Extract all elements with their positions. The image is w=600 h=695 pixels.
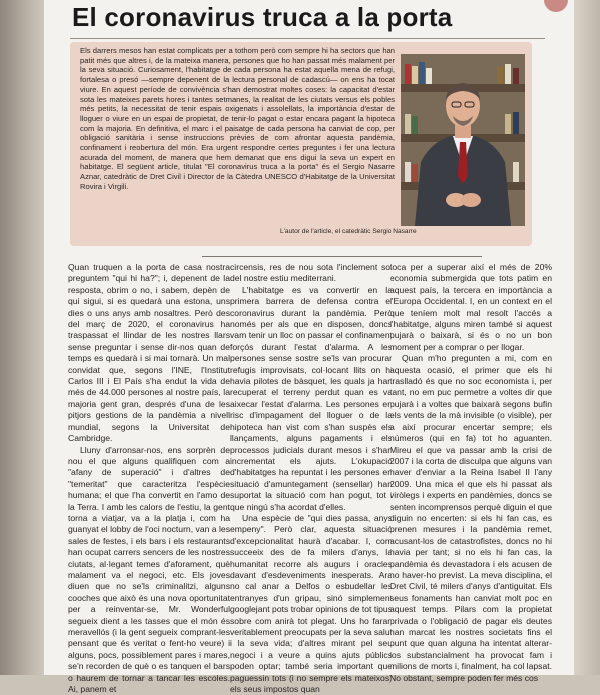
paragraph: L'habitatge es va convertir en la primera barrera de defensa contra el coronavirus durant la pandèmia. Però només per als que en disposen, doncs vam tenir un lloc on passar el confinament forçós durant l'estat d'alarma. A les persones sense sostre se'ls van procurar refugis improvisats, col·locant llits on hi havia pilotes de bàsquet, les quals ja han recuperat el terreny perdut quan es va aixecar l'estat d'alarma. Les persones en risc d'impagament del lloguer o de la hipoteca han vist com s'han suspès els llançaments, alguns pagaments i els processos judicials durant mesos i s'han incrementat els ajuts. L'okupació d'habitatges ha repuntat i les persones en situació d'amuntegament (sensellar) han suportat la situació com han pogut, tot i que ningú s'ha acordat d'elles. xyxy=(230,285,392,513)
page-gutter-shadow xyxy=(0,0,44,675)
paragraph: Quan truquen a la porta de casa nostra preguntem "qui hi ha?"; i, depenent de la resposta, obrim o no, i sabem, depèn de qui sigui, si es quedarà una estona, uns dies o uns anys amb nosaltres. Però des del març de 2020, el coronavirus ha traspassat el llindar de les nostres llars sense preguntar i sense dir-nos quan de temps es quedarà i si mai tornarà. Un mal convidat que, segons l'INE, l'Institut Carlos III i El País s'ha endut la vida de més de 44.000 persones al nostre país, la majoria gent gran, després d'una de les pitjors gestions de la pandèmia a nivell mundial, segons la Universitat de Cambridge. xyxy=(68,262,230,445)
paragraph: circensis, res de nou sota l'inclement sol del nostre estiu mediterrani. xyxy=(230,262,392,285)
title-divider xyxy=(70,38,545,39)
magazine-page xyxy=(44,0,574,675)
body-column-1 xyxy=(68,262,230,695)
photo-caption: L'autor de l'article, el catedràtic Sergio Nasarre xyxy=(280,228,417,235)
intro-box xyxy=(70,42,532,246)
page-edge-shadow xyxy=(574,0,600,675)
author-figure xyxy=(401,54,525,226)
body-column-2 xyxy=(230,262,392,695)
section-divider xyxy=(202,256,482,257)
author-photo xyxy=(401,54,525,226)
intro-text: Els darrers mesos han estat complicats per a tothom però com sempre hi ha sectors que han patit més que altres i, de la mateixa manera, persones que ho han passat més malament per la seva situació. Curiosament, l'habitatge de cada persona ha estat aquella mena de refugi, fortalesa o presó —sempre depenent de la lectura personal de cadascú— on ens ha tocat viure. En aquest període de convivència s'han demostrat moltes coses: la capacitat d'estar sota les mateixes parets hores i tantes setmanes, la realitat de les ciutats versus els pobles més petits, la necessitat de tenir espais oxigenats i assolellats, la importància d'estar de lloguer o viure en un espai de propietat, de tenir-lo pagat o estar encara pagant la hipoteca com la majoria. En definitiva, el marc i el paisatge de cada persona ha canviat de cop, per obligació sanitària i sense instruccions prèvies de com afrontar aquesta pandèmia, confinament i reobertura del món. Era urgent respondre certes preguntes i fer una lectura acurada del moment, de manera que hem demanat que ens digui la seva un expert en habitatge. El següent article, titulat "El coronavirus truca a la porta" és el Sergio Nasarre Aznar, catedràtic de Dret Civil i Director de la Càtedra UNESCO d'Habitatge de la Universitat Rovira i Virgili. xyxy=(80,46,395,192)
corner-decoration xyxy=(544,0,568,12)
paragraph: Lluny d'arronsar-nos, ens sorprèn de nou el que alguns qualifiquen com a "afany de superació" i d'altres de "temeritat" que caracteritza l'espècie humana; el que l'ha convertit en l'amo de la Terra. I amb les calors de l'estiu, la gent torna a viatjar, va a la platja i, com ha guanyat el lobby de l'oci nocturn, van a les sales de festes, i els bars i els restaurants han ocupat carrers sencers de les nostres ciutats, al·legant temes d'aforament, què malament va el negoci, etc. Els joves diuen que no se'ls criminalitzi, alguns cooches que això és una nova oportunitat per a reinventar-se, Mr. Wonderful segueix dient a les tasses que el món és meravellós (i la gent segueix comprant-les pensant que és veritat o fent-ho veure) i alguns, pocs, possiblement pares i mares, se'n recorden de què o es tanquen el bars o haurem de tornar a tancar les escoles. Ai, panem et xyxy=(68,445,230,695)
paragraph: Quan m'ho pregunten a mi, com en aquesta ocasió, el primer que els hi traslladó és que no soc economista i, per tant, no em puc permetre a voltes dir que pujarà i a voltes que baixarà segons bufin els vents de la mà invisible (o visible), per a així procurar encertar sempre; els números (qui en fa) tot ho aguanten. Mireu el que va passar amb la crisi de 2007 i la corta de disculpa que alguns van haver d'enviar a la Reina Isabel II l'any 2009. Una mica el que els hi passat als viròlegs i experts en pandèmies, doncs se senten incomprensos perquè diguin el que diguin no encerten: si els hi fan cas, es prenen mesures i la pandèmia remet, acusant-los de catastrofistes, doncs no hi havia per tant; si no els hi fan cas, la pandèmia és devastadora i els acusen de no haver-ho previst. La meva disciplina, el Dret Civil, té milers d'anys d'antiguitat. Els seus fonaments han canviat molt poc en aquest temps. Pilars com la propietat privada o l'obligació de pagar els deutes han marcat les nostres societats fins el punt que quan alguna ha intentat alterar-los substancialment ha provocat fam i milions de morts i, finalment, ha col lapsat. No obstant, sempre poden fer més cos xyxy=(390,353,552,684)
article-title: El coronavirus truca a la porta xyxy=(72,2,452,33)
body-column-3 xyxy=(390,262,552,684)
paragraph: toca per a superar així el més de 20% economia submergida que tots patim en aquest país, la tercera en importància a l'Europa Occidental. I, en un context en el que teníem molt mal resolt l'accés a l'habitatge, alguns miren també si aquest pujarà o baixarà, si és o no un bon moment per a comprar o per llogar. xyxy=(390,262,552,353)
paragraph: Una espècie de "qui dies passa, anys empeny". Però clar, aquesta situació d'excepcionalitat haurà d'acabar. I, com succeeix des de fa milers d'anys, la humanitat recorre als augurs i oracles davant d'esdeveniments inesperats. Ara no cal anar a Delfos o esbudellar les entranyes d'un gripau, sinó simplement googlejant pots trobar opinions de tot tipus sobre com anirà tot plegat. Uns ho faran veritablement preocupats per la seva salut i la seva vida; d'altres mirant pel seu negoci i a veure a quins ajuts públics poden optar; també seria important que paguessin tots (i no sempre els mateixos) els seus impostos quan xyxy=(230,513,392,695)
